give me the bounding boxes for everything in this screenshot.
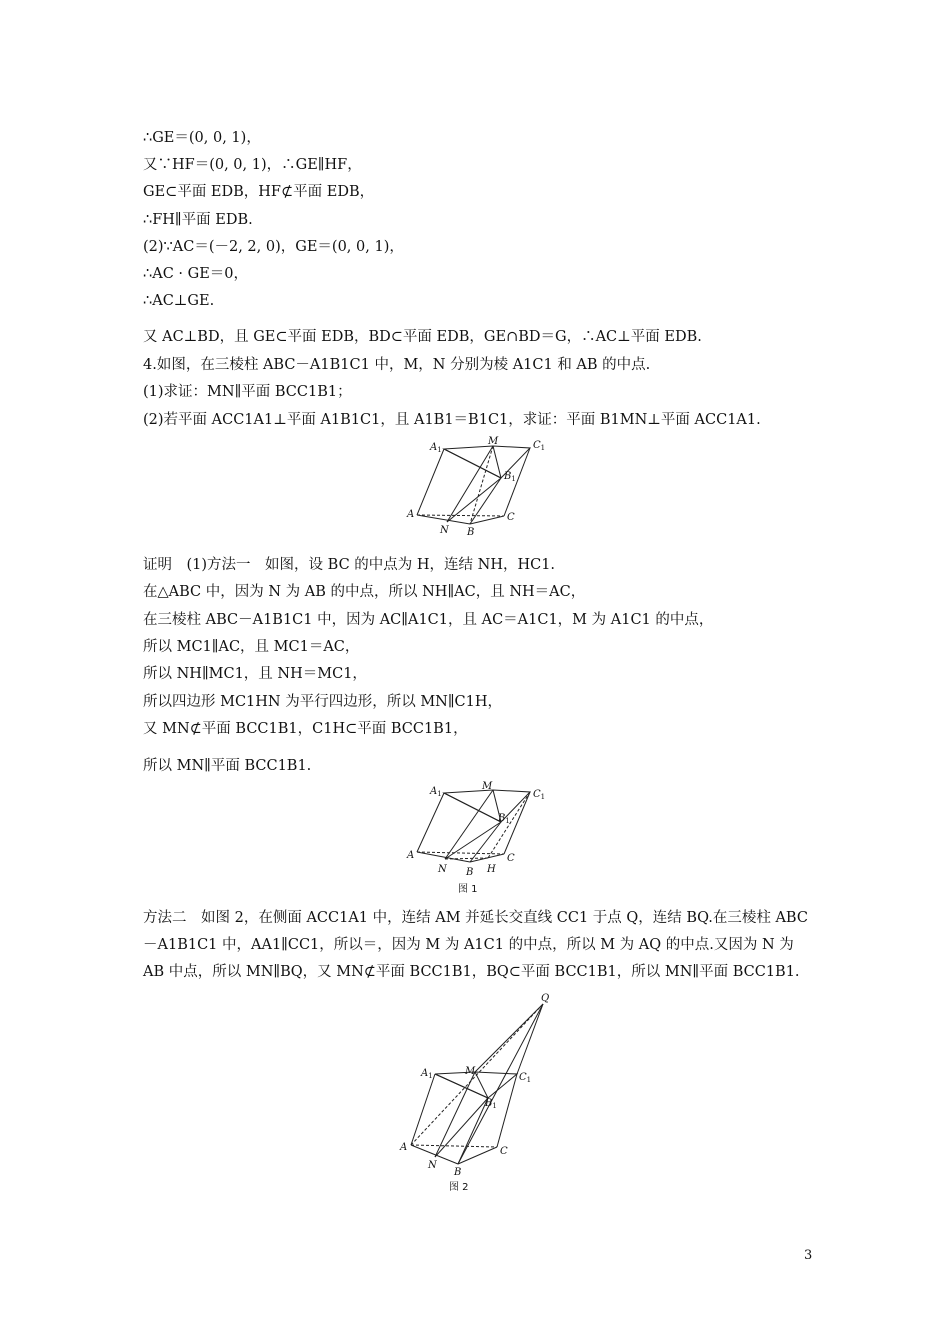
figure-prism bbox=[400, 436, 560, 536]
label-a1: $A_1$ bbox=[430, 442, 442, 454]
fig1-label-a: A bbox=[407, 850, 415, 861]
method-2-paragraph: 方法二 如图 2，在侧面 ACC1A1 中，连结 AM 并延长交直线 CC1 于点 Q，连结 BQ.在三棱柱 ABC－A1B1C1 中，AA1∥CC1，所以＝，因为 M 为 A1C1 的中点，所以 M 为 AQ 的中点.又因为 N 为 AB 中点，所以 MN∥BQ，又 MN⊄平面 BCC1B1，BQ⊂平面 BCC1B1，所以 MN∥平面 BCC1B1. bbox=[143, 910, 808, 980]
fig1-label-b: B bbox=[466, 867, 474, 878]
label-c1: $C_1$ bbox=[533, 440, 546, 452]
fig2-label-n: N bbox=[428, 1160, 437, 1171]
fig1-label-m: M bbox=[482, 781, 493, 792]
text-line-7: ∴AC⊥GE. bbox=[143, 293, 215, 309]
fig1-label-n: N bbox=[438, 864, 447, 875]
fig2-label-q: Q bbox=[541, 993, 550, 1004]
text-line-1: ∴GE＝(0, 0, 1)， bbox=[143, 130, 261, 146]
fig1-label-c: C bbox=[507, 853, 515, 864]
problem-4-statement: 4.如图，在三棱柱 ABC－A1B1C1 中，M，N 分别为棱 A1C1 和 AB 的中点. bbox=[143, 357, 651, 373]
text-line-5: (2)∵AC＝(－2, 2, 0)，GE＝(0, 0, 1)， bbox=[143, 239, 404, 255]
text-line-4: ∴FH∥平面 EDB. bbox=[143, 212, 253, 228]
label-b1: $B_1$ bbox=[504, 471, 516, 483]
fig2-label-b: B bbox=[454, 1167, 462, 1178]
fig2-label-b1: $B_1$ bbox=[485, 1098, 497, 1110]
proof-line-7: 又 MN⊄平面 BCC1B1，C1H⊂平面 BCC1B1， bbox=[143, 721, 468, 737]
problem-4-part-1: (1)求证：MN∥平面 BCC1B1； bbox=[143, 384, 352, 400]
text-line-6: ∴AC · GE＝0， bbox=[143, 266, 249, 282]
fig2-label-m: M bbox=[465, 1066, 476, 1077]
fig1-label-a1: $A_1$ bbox=[430, 786, 442, 798]
label-m: M bbox=[488, 436, 499, 447]
fig2-label-a1: $A_1$ bbox=[421, 1068, 433, 1080]
label-b: B bbox=[467, 527, 475, 536]
label-n: N bbox=[440, 525, 449, 536]
proof-line-8: 所以 MN∥平面 BCC1B1. bbox=[143, 758, 312, 774]
text-line-8: 又 AC⊥BD，且 GE⊂平面 EDB，BD⊂平面 EDB，GE∩BD＝G，∴AC⊥平面 EDB. bbox=[143, 329, 702, 345]
proof-line-3: 在三棱柱 ABC－A1B1C1 中，因为 AC∥A1C1，且 AC＝A1C1，M 为 A1C1 的中点， bbox=[143, 612, 714, 628]
fig2-label-c: C bbox=[500, 1146, 508, 1157]
fig2-label-a: A bbox=[400, 1142, 408, 1153]
fig1-caption: 图 1 bbox=[458, 884, 478, 895]
proof-line-6: 所以四边形 MC1HN 为平行四边形，所以 MN∥C1H， bbox=[143, 694, 503, 710]
figure-1 bbox=[400, 780, 560, 898]
text-line-3: GE⊂平面 EDB，HF⊄平面 EDB， bbox=[143, 184, 375, 200]
problem-4-part-2: (2)若平面 ACC1A1⊥平面 A1B1C1，且 A1B1＝B1C1，求证：平面 B1MN⊥平面 ACC1A1. bbox=[143, 412, 761, 428]
page-number: 3 bbox=[804, 1248, 813, 1263]
label-a: A bbox=[407, 509, 415, 520]
fig1-label-h: H bbox=[487, 864, 496, 875]
figure-2 bbox=[395, 992, 565, 1196]
label-c: C bbox=[507, 512, 515, 523]
fig1-label-c1: $C_1$ bbox=[533, 789, 546, 801]
proof-line-2: 在△ABC 中，因为 N 为 AB 的中点，所以 NH∥AC，且 NH＝AC， bbox=[143, 584, 586, 600]
fig2-label-c1: $C_1$ bbox=[519, 1072, 532, 1084]
proof-intro: 证明 (1)方法一 如图，设 BC 的中点为 H，连结 NH，HC1. bbox=[143, 557, 556, 573]
proof-line-5: 所以 NH∥MC1，且 NH＝MC1， bbox=[143, 666, 367, 682]
text-line-2: 又∵HF＝(0, 0, 1)，∴GE∥HF， bbox=[143, 157, 362, 173]
fig2-caption: 图 2 bbox=[449, 1182, 469, 1193]
fig1-label-b1: $B_1$ bbox=[498, 813, 510, 825]
proof-line-4: 所以 MC1∥AC，且 MC1＝AC， bbox=[143, 639, 360, 655]
